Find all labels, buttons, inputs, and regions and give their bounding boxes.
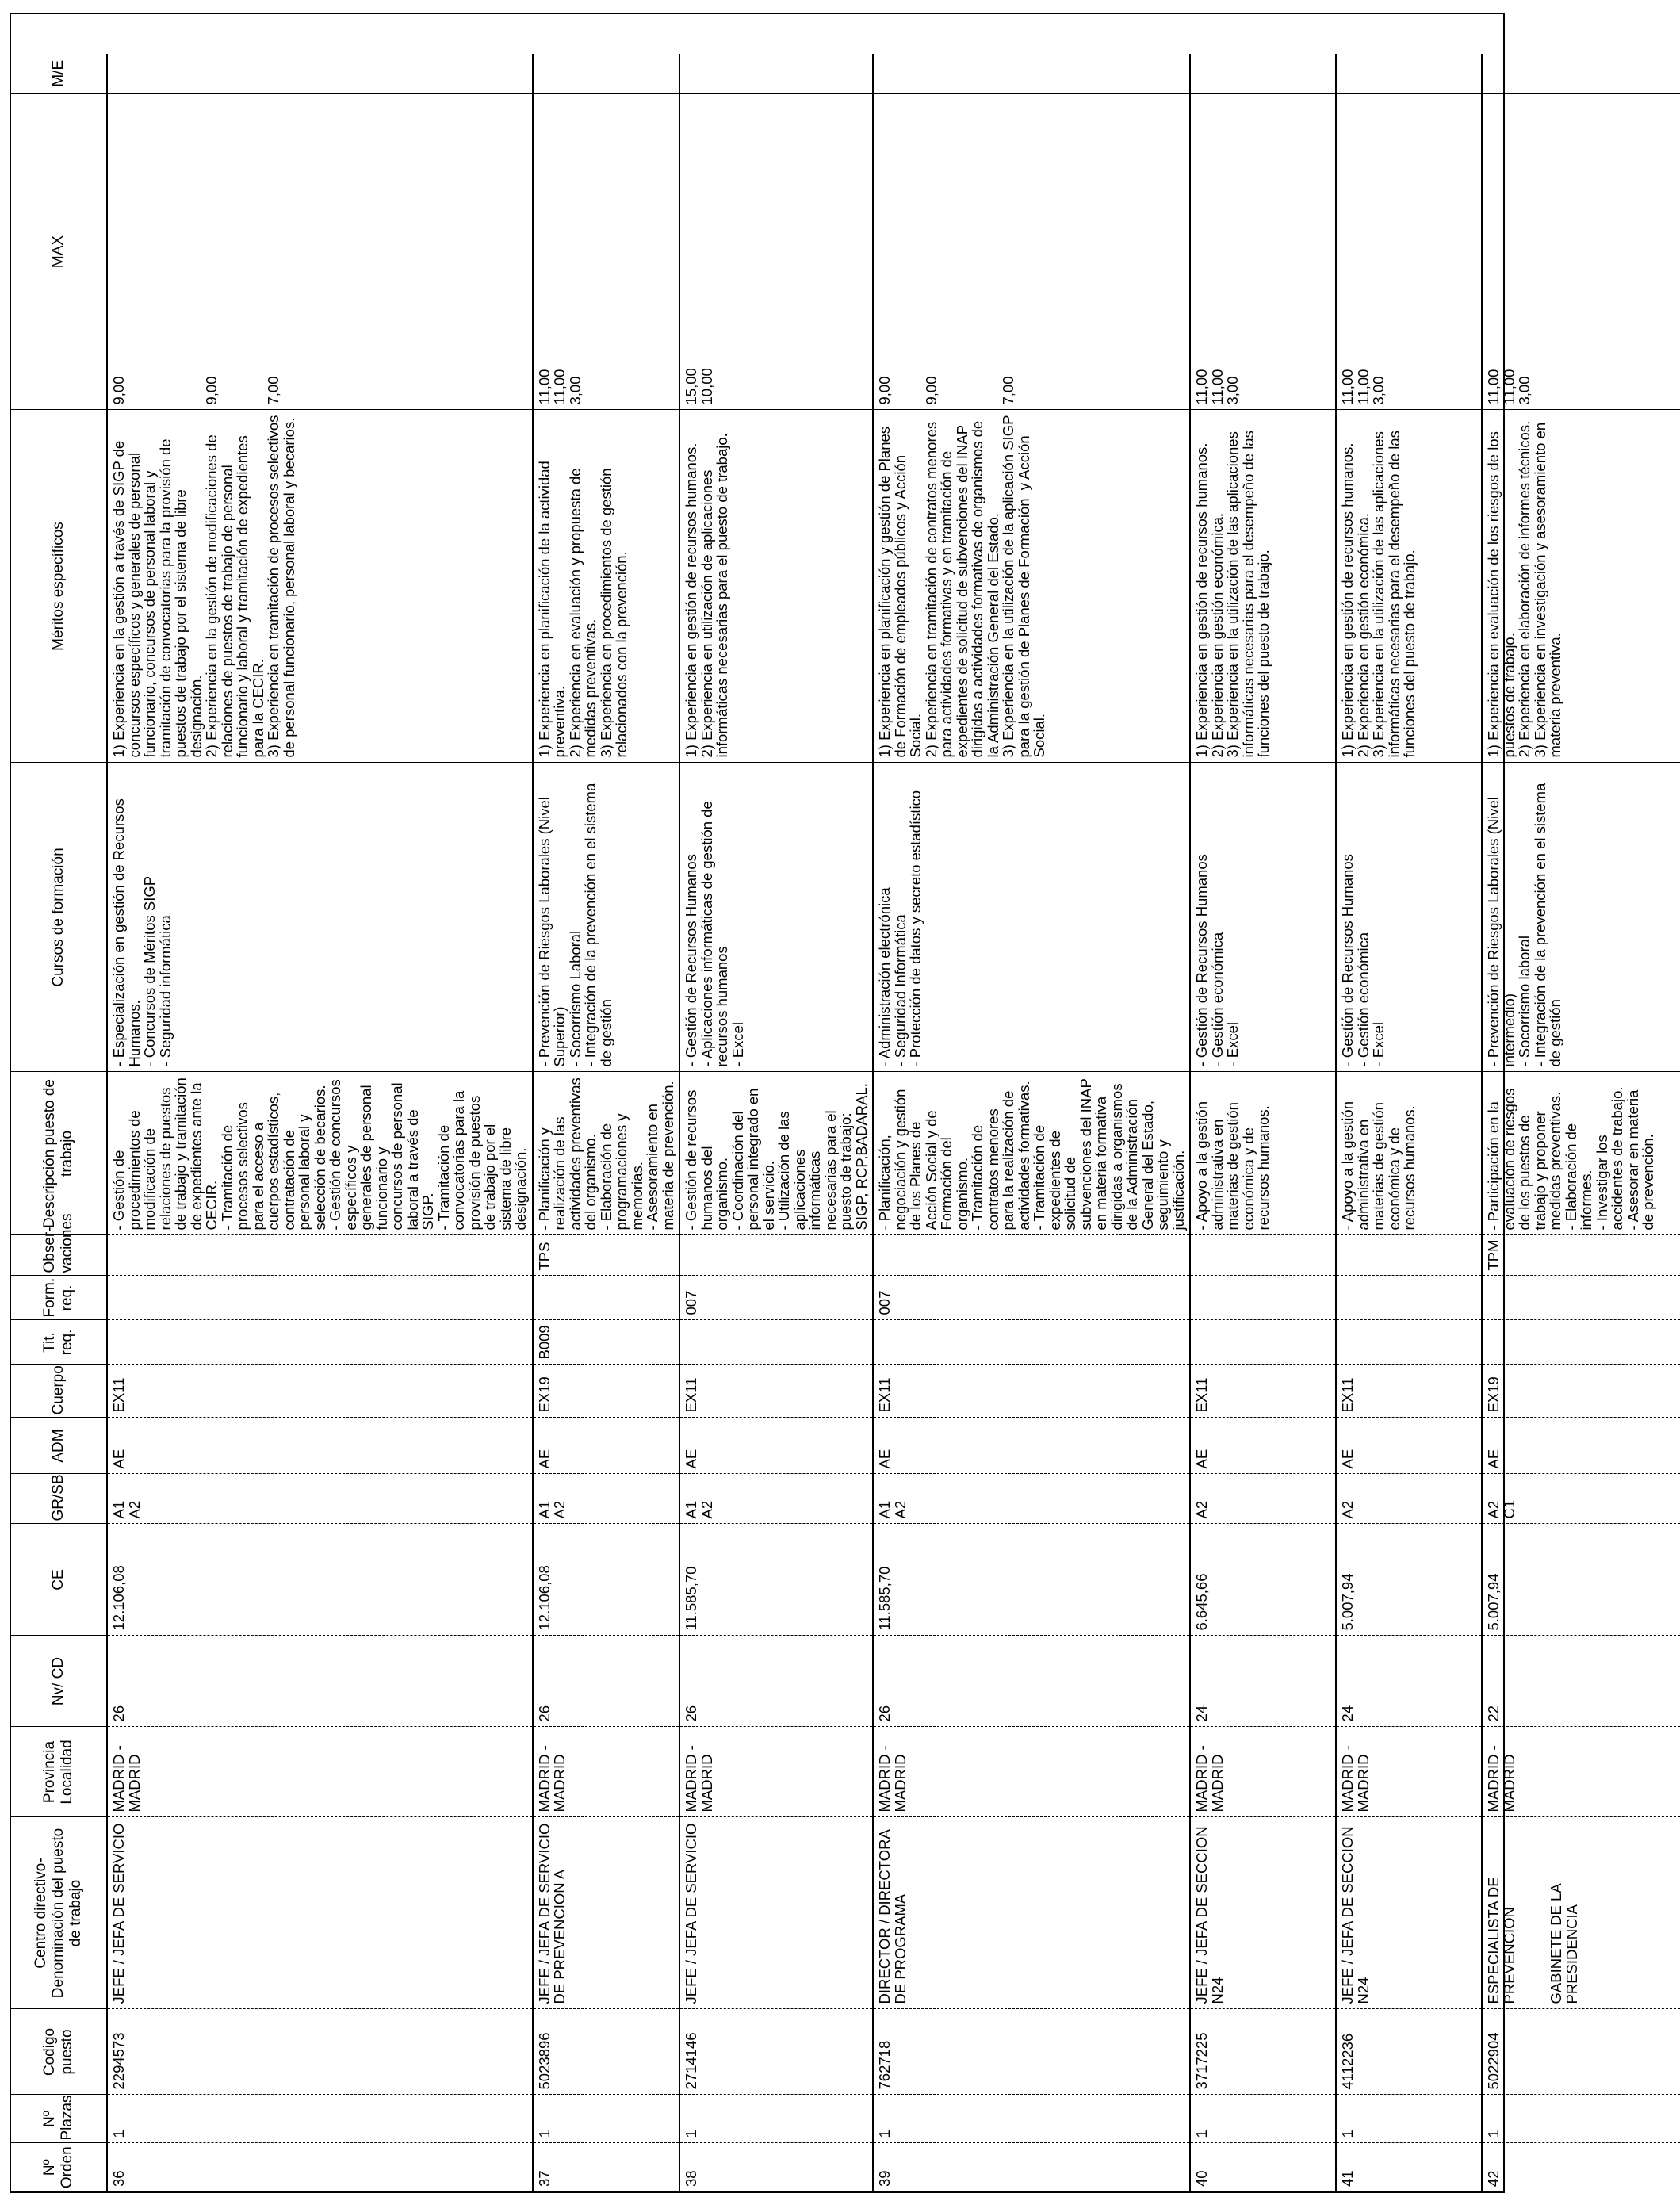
grsb-value: A1 A2	[683, 1500, 715, 1519]
cell-orden	[873, 2143, 1190, 2191]
header-cuerpo: Cuerpo	[11, 1365, 107, 1418]
cuerpo-value: EX11	[683, 1377, 699, 1413]
max-value: 9,00 9,00 7,00	[110, 376, 281, 405]
cell-centro	[107, 1817, 533, 2009]
header-centro: Centro directivo- Denominación del puesto de trabajo	[11, 1817, 107, 2009]
cell-form	[1190, 1276, 1336, 1320]
descripcion-value: - Gestión de procedimientos de modificación de relaciones de puestos de trabajo y tramitación de expedientes ante la CECIR. - Tramitación de procesos selectivos para el acceso a cuerpos estadísticos, contratación de personal laboral y selección de becarios. - Gestión de concursos específicos y generales de personal funcionario y concursos de personal laboral a través de SIGP. - Tramitación de convocatorias para la provisión de puestos de trabajo por el sistema de libre designación.	[110, 1078, 529, 1231]
cell-form	[1482, 1276, 1680, 1320]
cell-ce	[1336, 1524, 1482, 1636]
cell-me	[533, 54, 680, 94]
cell-obs	[679, 1235, 873, 1276]
max-value: 11,00 11,00 3,00	[1339, 369, 1387, 405]
cell-obs	[107, 1235, 533, 1276]
descripcion-value: - Apoyo a la gestión administrativa en materias de gestión económica y de recursos humanos.	[1193, 1097, 1272, 1231]
cell-adm	[1190, 1418, 1336, 1474]
cell-cursos	[679, 763, 873, 1072]
ce-value: 11.585,70	[876, 1566, 893, 1631]
cell-provincia	[1336, 1727, 1482, 1817]
cell-ce	[107, 1524, 533, 1636]
cell-obs	[1482, 1235, 1680, 1276]
cell-nivel	[679, 1636, 873, 1727]
cell-grsb	[1336, 1474, 1482, 1524]
cell-codigo	[1190, 2009, 1336, 2095]
cell-me	[873, 54, 1190, 94]
cell-plazas	[1336, 2095, 1482, 2143]
cell-ce	[1190, 1524, 1336, 1636]
cell-orden	[107, 2143, 533, 2191]
descripcion-value: - Planificación y realización de las actividades preventivas del organismo. - Elaboración de programaciones y memorias. - Asesoramiento en materia de prevención.	[535, 1078, 676, 1231]
cell-cuerpo	[107, 1365, 533, 1418]
cell-tit	[107, 1320, 533, 1365]
header-orden: Nº Orden	[11, 2143, 107, 2191]
provincia-value: MADRID - MADRID	[683, 1745, 715, 1812]
cell-me	[1190, 54, 1336, 94]
cell-cuerpo	[533, 1365, 680, 1418]
form-value: 007	[683, 1290, 699, 1315]
cell-adm	[1336, 1418, 1482, 1474]
adm-value: AE	[535, 1449, 553, 1469]
ce-value: 12.106,08	[110, 1565, 127, 1631]
cell-nivel	[873, 1636, 1190, 1727]
cell-centro	[679, 1817, 873, 2009]
cell-adm	[679, 1418, 873, 1474]
max-value: 11,00 11,00 3,00	[1485, 369, 1533, 405]
cell-form	[107, 1276, 533, 1320]
cell-cuerpo	[1482, 1365, 1680, 1418]
cell-max	[873, 94, 1190, 410]
header-row	[11, 15, 107, 2191]
codigo-value: 2714146	[683, 2032, 699, 2090]
cell-nivel	[1190, 1636, 1336, 1727]
orden-value: 38	[683, 2170, 699, 2187]
cell-tit	[533, 1320, 680, 1365]
cell-descripcion	[107, 1072, 533, 1235]
cell-descripcion	[679, 1072, 873, 1235]
provincia-value: MADRID - MADRID	[1339, 1745, 1372, 1812]
cell-adm	[107, 1418, 533, 1474]
codigo-value: 3717225	[1193, 2032, 1210, 2090]
descripcion-value: - Participación en la evaluación de riesgos de los puestos de trabajo y proponer medidas preventivas. - Elaboración de informes. - Investigar los accidentes de trabajo. - Asesorar en materia de prevención.	[1485, 1086, 1656, 1231]
cell-max	[1336, 94, 1482, 410]
cell-meritos	[107, 410, 533, 763]
cell-meritos	[533, 410, 680, 763]
table-row	[873, 15, 1190, 2191]
cell-descripcion	[1336, 1072, 1482, 1235]
form-value: 007	[876, 1290, 893, 1315]
cell-orden	[1482, 2143, 1680, 2191]
nivel-value: 26	[876, 1705, 893, 1722]
cuerpo-value: EX11	[876, 1377, 893, 1413]
descripcion-value: - Apoyo a la gestión administrativa en materias de gestión económica y de recursos humanos.	[1339, 1097, 1418, 1231]
centro-value: JEFE / JEFA DE SERVICIO DE PREVENCION A	[535, 1819, 568, 2004]
header-tit: Tit. req.	[11, 1320, 107, 1365]
grsb-value: A2	[1339, 1500, 1356, 1519]
cell-provincia	[107, 1727, 533, 1817]
cursos-value: - Administración electrónica - Seguridad Informática - Protección de datos y secreto estadístico	[876, 790, 924, 1067]
descripcion-value: - Planificación, negociación y gestión de los Planes de Acción Social y de Formación del organismo. - Tramitación de contratos menores para la realización de actividades formativas. - Tramitación de expedientes de solicitud de subvenciones del INAP en materia formativa dirigidas a organismos de la Administración General del Estado, seguimiento y justificación.	[876, 1078, 1187, 1231]
header-cursos: Cursos de formación	[11, 763, 107, 1072]
cell-descripcion	[873, 1072, 1190, 1235]
adm-value: AE	[1339, 1449, 1356, 1469]
cell-plazas	[533, 2095, 680, 2143]
cell-max	[1190, 94, 1336, 410]
adm-value: AE	[1193, 1449, 1210, 1469]
meritos-value: 1) Experiencia en planificación y gestión de Planes de Formación de empleados públicos y Acción Social. 2) Experiencia en tramitación de contratos menores para actividades formativas y en tramitación de expedientes de solicitud de subvenciones del INAP dirigidas a actividades formativas de organismos de la Administración General del Estado. 3) Experiencia en la utilización de la aplicación SIGP para la gestión de Planes de Formación y Acción Social.	[876, 415, 1047, 758]
cell-descripcion	[1190, 1072, 1336, 1235]
cell-descripcion	[533, 1072, 680, 1235]
ce-value: 11.585,70	[683, 1566, 699, 1631]
nivel-value: 22	[1485, 1705, 1502, 1722]
cursos-value: - Especialización en gestión de Recursos Humanos. - Concursos de Méritos SIGP - Seguridad informática	[110, 798, 174, 1067]
plazas-value: 1	[535, 2130, 553, 2138]
cell-grsb	[533, 1474, 680, 1524]
cell-cursos	[1482, 763, 1680, 1072]
header-plazas: Nº Plazas	[11, 2095, 107, 2143]
cell-meritos	[873, 410, 1190, 763]
header-descripcion: Descripción puesto de trabajo	[11, 1072, 107, 1235]
max-value: 15,00 10,00	[683, 368, 715, 405]
codigo-value: 4112236	[1339, 2033, 1356, 2090]
cell-meritos	[679, 410, 873, 763]
cell-me	[1482, 54, 1680, 94]
plazas-value: 1	[876, 2130, 893, 2138]
cell-adm	[533, 1418, 680, 1474]
cell-orden	[1190, 2143, 1336, 2191]
cell-grsb	[1482, 1474, 1680, 1524]
grsb-value: A2	[1193, 1500, 1210, 1519]
table-row	[533, 15, 680, 2191]
orden-value: 39	[876, 2170, 893, 2187]
grsb-value: A1 A2	[876, 1500, 909, 1519]
cell-grsb	[107, 1474, 533, 1524]
cell-tit	[1190, 1320, 1336, 1365]
cell-me	[1336, 54, 1482, 94]
cell-max	[107, 94, 533, 410]
table-row	[1482, 15, 1680, 2191]
meritos-value: 1) Experiencia en gestión de recursos humanos. 2) Experiencia en gestión económica. 3) Experiencia en la utilización de las aplicaciones informáticas necesarias para el desempeño de las funciones del puesto de trabajo.	[1193, 431, 1272, 758]
cell-nivel	[1482, 1636, 1680, 1727]
cell-nivel	[533, 1636, 680, 1727]
nivel-value: 24	[1339, 1705, 1356, 1722]
cursos-value: - Prevención de Riesgos Laborales (Nivel intermedio) - Socorrismo laboral - Integración de la prevención en el sistema de gestión	[1485, 783, 1563, 1067]
cell-cursos	[1190, 763, 1336, 1072]
centro-value: JEFE / JEFA DE SERVICIO	[110, 1823, 127, 2004]
meritos-value: 1) Experiencia en la gestión a través de SIGP de concursos específicos y generales de personal funcionario, concursos de personal laboral y tramitación de convocatorias para la provisión de puestos de trabajo por el sistema de libre designación. 2) Experiencia en la gestión de modificaciones de relaciones de puestos de trabajo de personal funcionario y laboral y tramitación de expedientes para la CECIR. 3) Experiencia en tramitación de procesos selectivos de personal funcionario, personal laboral y becarios.	[110, 415, 297, 758]
ce-value: 12.106,08	[535, 1565, 553, 1631]
cell-provincia	[533, 1727, 680, 1817]
cell-form	[533, 1276, 680, 1320]
cell-meritos	[1190, 410, 1336, 763]
cell-orden	[1336, 2143, 1482, 2191]
cuerpo-value: EX19	[535, 1376, 553, 1413]
header-codigo: Codigo puesto	[11, 2009, 107, 2095]
table-row	[1190, 15, 1336, 2191]
cell-obs	[533, 1235, 680, 1276]
plazas-value: 1	[1339, 2130, 1356, 2138]
cell-cuerpo	[873, 1365, 1190, 1418]
cursos-value: - Gestión de Recursos Humanos - Aplicaciones informáticas de gestión de recursos humanos - Excel	[683, 801, 746, 1067]
centro-value: JEFE / JEFA DE SERVICIO	[683, 1823, 699, 2004]
cell-orden	[679, 2143, 873, 2191]
plazas-value: 1	[1193, 2130, 1210, 2138]
header-adm: ADM	[11, 1418, 107, 1474]
table-row	[679, 15, 873, 2191]
cell-centro	[1336, 1817, 1482, 2009]
cell-centro	[1482, 1817, 1680, 2009]
header-me: M/E	[11, 54, 107, 94]
cell-ce	[679, 1524, 873, 1636]
cell-grsb	[679, 1474, 873, 1524]
cell-plazas	[107, 2095, 533, 2143]
cell-form	[679, 1276, 873, 1320]
adm-value: AE	[110, 1449, 127, 1469]
cell-codigo	[679, 2009, 873, 2095]
cell-grsb	[1190, 1474, 1336, 1524]
obs-value: TPS	[535, 1242, 553, 1271]
provincia-value: MADRID - MADRID	[1193, 1745, 1226, 1812]
cursos-value: - Gestión de Recursos Humanos - Gestión económica - Excel	[1339, 854, 1387, 1067]
cell-provincia	[873, 1727, 1190, 1817]
cell-orden	[533, 2143, 680, 2191]
cursos-value: - Gestión de Recursos Humanos - Gestión económica - Excel	[1193, 854, 1241, 1067]
cell-codigo	[1336, 2009, 1482, 2095]
codigo-value: 5023896	[535, 2032, 553, 2090]
header-ce: CE	[11, 1524, 107, 1636]
nivel-value: 26	[535, 1705, 553, 1722]
plazas-value: 1	[683, 2130, 699, 2138]
plazas-value: 1	[1485, 2130, 1502, 2138]
header-max: MAX	[11, 94, 107, 410]
cuerpo-value: EX19	[1485, 1376, 1502, 1413]
cell-plazas	[1190, 2095, 1336, 2143]
provincia-value: MADRID - MADRID	[110, 1745, 143, 1812]
table-frame	[10, 13, 1656, 2193]
header-form: Form. req.	[11, 1276, 107, 1320]
cell-cursos	[1336, 763, 1482, 1072]
header-obs: Obser- vaciones	[11, 1235, 107, 1276]
orden-value: 36	[110, 2170, 127, 2187]
cell-cursos	[873, 763, 1190, 1072]
cell-nivel	[107, 1636, 533, 1727]
meritos-value: 1) Experiencia en planificación de la actividad preventiva. 2) Experiencia en evaluación y propuesta de medidas preventivas. 3) Experiencia en procedimientos de gestión relacionados con la prevención.	[535, 461, 630, 758]
cell-plazas	[1482, 2095, 1680, 2143]
meritos-value: 1) Experiencia en evaluación de los riesgos de los puestos de trabajo. 2) Experiencia en elaboración de informes técnicos. 3) Experiencia en investigación y asesoramiento en materia preventiva.	[1485, 420, 1563, 758]
cell-codigo	[107, 2009, 533, 2095]
cell-cuerpo	[1190, 1365, 1336, 1418]
cell-centro	[873, 1817, 1190, 2009]
orden-value: 40	[1193, 2170, 1210, 2187]
meritos-value: 1) Experiencia en gestión de recursos humanos. 2) Experiencia en gestión económica. 3) Experiencia en la utilización de las aplicaciones informáticas necesarias para el desempeño de las funciones del puesto de trabajo.	[1339, 431, 1418, 758]
ce-value: 5.007,94	[1485, 1573, 1502, 1631]
cell-ce	[873, 1524, 1190, 1636]
provincia-value: MADRID - MADRID	[1485, 1745, 1517, 1812]
max-value: 11,00 11,00 3,00	[1193, 369, 1241, 405]
table-body	[107, 15, 1680, 2191]
nivel-value: 24	[1193, 1705, 1210, 1722]
centro-value: JEFE / JEFA DE SECCION N24	[1193, 1822, 1226, 2004]
orden-value: 37	[535, 2170, 553, 2187]
tit-value: B009	[535, 1325, 553, 1360]
cell-codigo	[1482, 2009, 1680, 2095]
job-positions-table	[11, 15, 1680, 2191]
orden-value: 42	[1485, 2170, 1502, 2187]
header-meritos: Méritos específicos	[11, 410, 107, 763]
cell-obs	[873, 1235, 1190, 1276]
cell-obs	[1190, 1235, 1336, 1276]
codigo-value: 762718	[876, 2040, 893, 2090]
cuerpo-value: EX11	[110, 1377, 127, 1413]
cell-meritos	[1336, 410, 1482, 763]
adm-value: AE	[683, 1449, 699, 1469]
cell-ce	[1482, 1524, 1680, 1636]
cuerpo-value: EX11	[1339, 1377, 1356, 1413]
cell-tit	[873, 1320, 1190, 1365]
cell-provincia	[1482, 1727, 1680, 1817]
centro-value: ESPECIALISTA DE PREVENCION	[1485, 1873, 1517, 2004]
descripcion-value: - Gestión de recursos humanos del organismo. - Coordinación del personal integrado en el servicio. - Utilización de las aplicaciones informáticas necesarias para el puesto de trabajo: SIGP, RCP,BADARAL.	[683, 1083, 870, 1231]
codigo-value: 2294573	[110, 2032, 127, 2090]
centro-value: DIRECTOR / DIRECTORA DE PROGRAMA	[876, 1826, 909, 2004]
cell-cuerpo	[1336, 1365, 1482, 1418]
cell-codigo	[533, 2009, 680, 2095]
ce-value: 6.645,66	[1193, 1573, 1210, 1631]
cell-cursos	[533, 763, 680, 1072]
cell-cuerpo	[679, 1365, 873, 1418]
cell-me	[679, 54, 873, 94]
adm-value: AE	[1485, 1449, 1502, 1469]
cell-plazas	[873, 2095, 1190, 2143]
cell-cursos	[107, 763, 533, 1072]
nivel-value: 26	[683, 1705, 699, 1722]
cell-me	[107, 54, 533, 94]
obs-value: TPM	[1485, 1239, 1502, 1271]
cell-provincia	[1190, 1727, 1336, 1817]
grsb-value: A2 C1	[1485, 1499, 1517, 1519]
cell-plazas	[679, 2095, 873, 2143]
cell-codigo	[873, 2009, 1190, 2095]
header-nivel: Nv/ CD	[11, 1636, 107, 1727]
provincia-value: MADRID - MADRID	[535, 1745, 568, 1812]
centro-value: JEFE / JEFA DE SECCION N24	[1339, 1822, 1372, 2004]
cell-tit	[679, 1320, 873, 1365]
cell-max	[679, 94, 873, 410]
cell-adm	[1482, 1418, 1680, 1474]
max-value: 9,00 9,00 7,00	[876, 376, 1016, 405]
cell-descripcion	[1482, 1072, 1680, 1235]
codigo-value: 5022904	[1485, 2032, 1502, 2090]
grsb-value: A1 A2	[110, 1500, 143, 1519]
cell-meritos	[1482, 410, 1680, 763]
centro-directivo-note: GABINETE DE LA PRESIDENCIA	[1548, 1880, 1580, 2004]
cell-max	[1482, 94, 1680, 410]
max-value: 11,00 11,00 3,00	[535, 369, 584, 405]
table-row	[107, 15, 533, 2191]
cell-form	[1336, 1276, 1482, 1320]
cell-obs	[1336, 1235, 1482, 1276]
cell-provincia	[679, 1727, 873, 1817]
nivel-value: 26	[110, 1705, 127, 1722]
orden-value: 41	[1339, 2170, 1356, 2187]
cuerpo-value: EX11	[1193, 1377, 1210, 1413]
adm-value: AE	[876, 1449, 893, 1469]
cell-nivel	[1336, 1636, 1482, 1727]
cell-centro	[533, 1817, 680, 2009]
grsb-value: A1 A2	[535, 1500, 568, 1519]
plazas-value: 1	[110, 2130, 127, 2138]
ce-value: 5.007,94	[1339, 1573, 1356, 1631]
cell-ce	[533, 1524, 680, 1636]
cursos-value: - Prevención de Riesgos Laborales (Nivel Superior) - Socorrismo Laboral - Integración de la prevención en el sistema de gestión	[535, 783, 614, 1067]
provincia-value: MADRID - MADRID	[876, 1745, 909, 1812]
cell-form	[873, 1276, 1190, 1320]
cell-adm	[873, 1418, 1190, 1474]
cell-tit	[1336, 1320, 1482, 1365]
cell-max	[533, 94, 680, 410]
cell-tit	[1482, 1320, 1680, 1365]
header-provincia: Provincia Localidad	[11, 1727, 107, 1817]
cell-centro	[1190, 1817, 1336, 2009]
table-row	[1336, 15, 1482, 2191]
meritos-value: 1) Experiencia en gestión de recursos humanos. 2) Experiencia en utilización de aplicaciones informáticas necesarias para el puesto de trabajo.	[683, 433, 730, 758]
cell-grsb	[873, 1474, 1190, 1524]
header-grsb: GR/SB	[11, 1474, 107, 1524]
